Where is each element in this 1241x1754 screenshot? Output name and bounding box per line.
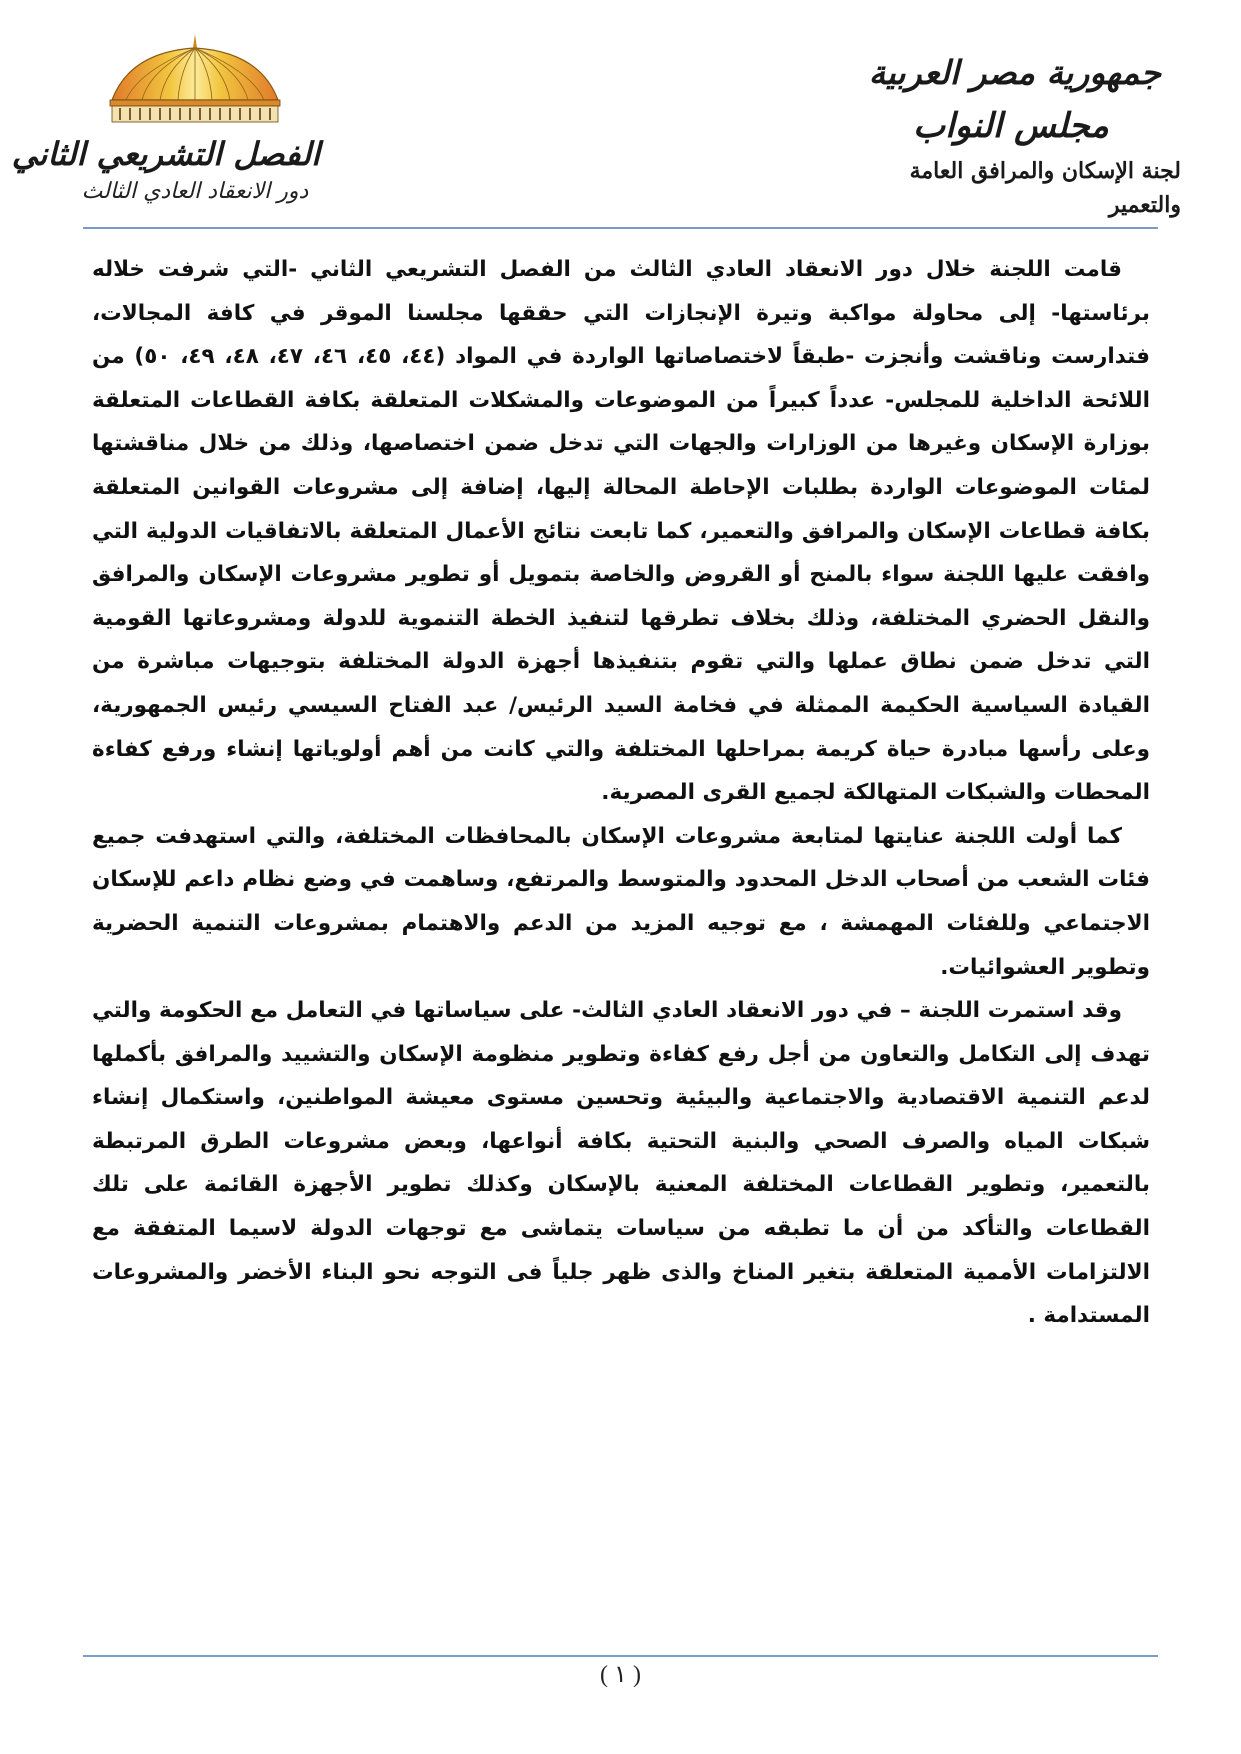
committee-title: لجنة الإسكان والمرافق العامة والتعمير [909,158,1181,218]
paragraph-3: وقد استمرت اللجنة – في دور الانعقاد العادي الثالث- على سياساتها في التعامل مع الحكومة والتي تهدف إلى التكامل والتعاون من أجل رفع كفاءة وتطوير منظومة الإسكان والتشييد والمرافق بأكملها لدعم التنمية الاقتصادية والاجتماعية والبيئية وتحسين مستوى معيشة المواطنين، واستكمال إنشاء شبكات المياه والصرف الصحي والبنية التحتية بكافة أنواعها، وبعض مشروعات الطرق المرتبطة بالتعمير، وتطوير القطاعات المختلفة المعنية بالإسكان وكذلك تطوير الأجهزة القائمة على تلك القطاعات والتأكد من أن ما تطبقه من سياسات يتماشى مع توجهات الدولة لاسيما المتفقة مع الالتزامات الأممية المتعلقة بتغير المناخ والذى ظهر جلياً فى التوجه نحو البناء الأخضر والمشروعات المستدامة . [92,998,1150,1329]
dome-band [110,100,280,106]
council-title: مجلس النواب [913,106,1109,146]
legislative-term: الفصل التشريعي الثاني [11,135,320,173]
footer-divider [83,1655,1158,1657]
parliament-dome-logo [100,30,290,130]
paragraph-1-text-b: ، وعلى رأسها مبادرة حياة كريمة بمراحلها المختلفة والتي كانت من أهم أولوياتها إنشاء ورفع كفاءة المحطات والشبكات المتهالكة لجميع القرى المصرية. [92,692,1150,806]
letterhead-right [841,50,1181,222]
president-name: السيد الرئيس/ عبد الفتاح السيسي رئيس الجمهورية [100,692,663,718]
paragraph-1 [92,248,1150,815]
header-divider [83,227,1158,229]
dome-spire [193,34,197,48]
republic-title: جمهورية مصر العربية [868,53,1161,92]
page-number: ( ١ ) [600,1662,641,1688]
document-body [92,248,1150,1338]
paragraph-2: كما أولت اللجنة عنايتها لمتابعة مشروعات الإسكان بالمحافظات المختلفة، والتي استهدفت جميع فئات الشعب من أصحاب الدخل المحدود والمتوسط والمرتفع، وساهمت في وضع نظام داعم للإسكان الاجتماعي وللفئات المهمشة ، مع توجيه المزيد من الدعم والاهتمام بمشروعات التنمية الحضرية وتطوير العشوائيات. [92,823,1150,980]
session-title: دور الانعقاد العادي الثالث [81,179,309,204]
dome-colonnade [112,106,278,122]
letterhead-left [11,30,320,208]
paragraph-1-text-a: قامت اللجنة خلال دور الانعقاد العادي الثالث من الفصل التشريعي الثاني -التي شرفت خلاله برئاستها- إلى محاولة مواكبة وتيرة الإنجازات التي حققها مجلسنا الموقر في كافة المجالات، فتدارست وناقشت وأنجزت -طبقاً لاختصاصاتها الواردة في المواد (٤٤، ٤٥، ٤٦، ٤٧، ٤٨، ٤٩، ٥٠) من اللائحة الداخلية للمجلس- عدداً كبيراً من الموضوعات والمشكلات المتعلقة بكافة القطاعات المتعلقة بوزارة الإسكان وغيرها من الوزارات والجهات التي تدخل ضمن اختصاصها، وذلك من خلال مناقشتها لمئات الموضوعات الواردة بطلبات الإحاطة المحالة إليها، إضافة إلى مشروعات القوانين المتعلقة بكافة قطاعات الإسكان والمرافق والتعمير، كما تابعت نتائج الأعمال المتعلقة بالاتفاقيات الدولية التي وافقت عليها اللجنة سواء بالمنح أو القروض والخاصة بتمويل أو تطوير مشروعات الإسكان والمرافق والنقل الحضري المختلفة، وذلك بخلاف تطرقها لتنفيذ الخطة التنموية للدولة ومشروعاتها القومية التي تدخل ضمن نطاق عملها والتي تقوم بتنفيذها أجهزة الدولة المختلفة بتوجيهات مباشرة من القيادة السياسية الحكيمة الممثلة في فخامة [92,257,1150,718]
